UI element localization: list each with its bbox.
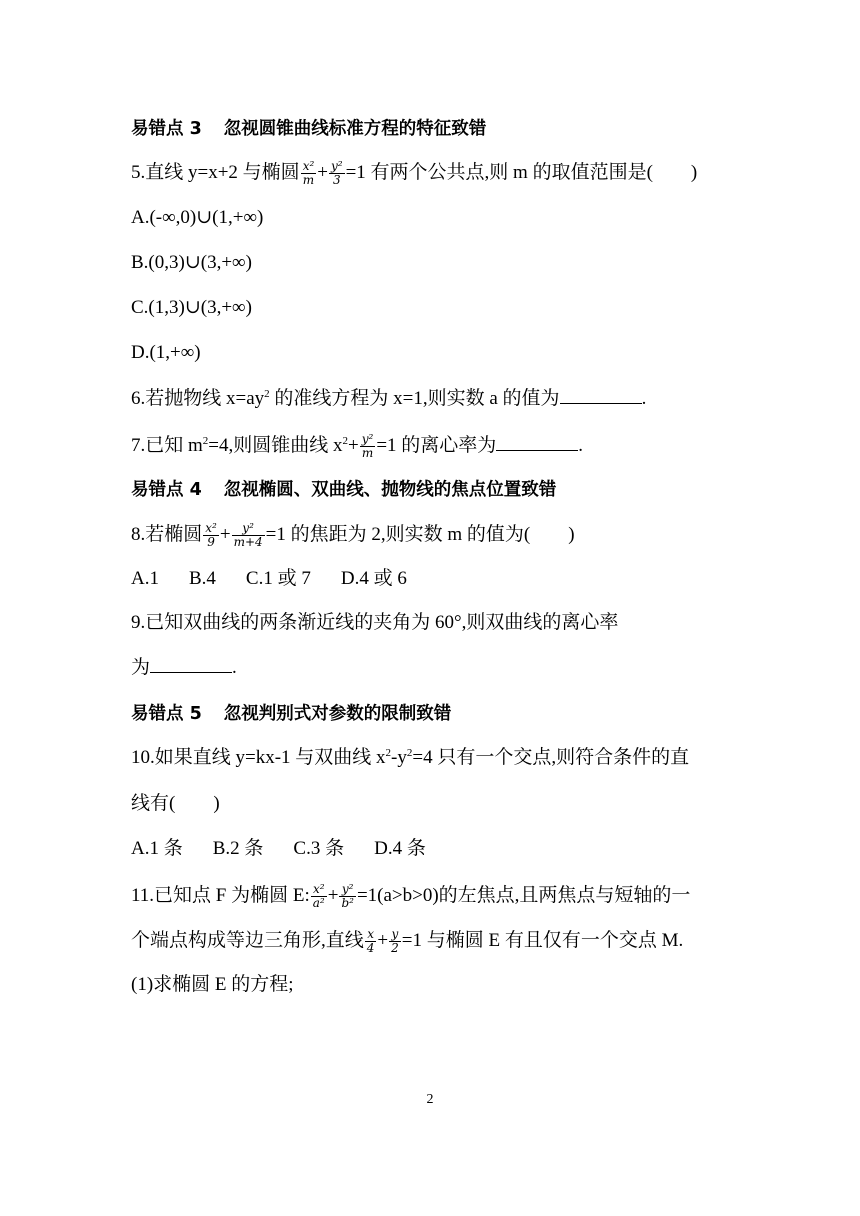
answer-blank: [496, 434, 578, 451]
numerator: x²: [205, 521, 217, 535]
question-10-line-1: [131, 746, 689, 770]
numerator: x²: [302, 159, 315, 173]
q8-option-b: B.4: [188, 568, 216, 589]
numerator: x: [365, 928, 377, 942]
plus-sign: +: [317, 161, 328, 183]
fraction: [203, 522, 219, 549]
heading-text: 忽视判别式对参数的限制致错: [223, 704, 452, 724]
q11-text: =1 与椭圆 E 有且仅有一个交点 M.: [401, 929, 684, 951]
numerator: y²: [232, 522, 265, 536]
plus-sign: +: [348, 434, 359, 456]
answer-blank: [150, 656, 232, 673]
heading-label: 易错点 5: [131, 704, 202, 724]
numerator: y: [389, 928, 401, 942]
question-11-part-1: (1)求椭圆 E 的方程;: [131, 974, 294, 995]
denominator: 3: [332, 173, 341, 187]
question-8: [131, 522, 575, 549]
q8-text: 8.若椭圆: [131, 523, 203, 545]
q9-text: .: [232, 657, 237, 678]
numerator: y²: [330, 159, 343, 173]
superscript: 2: [202, 434, 209, 447]
heading-label: 易错点 4: [131, 480, 202, 500]
q11-text: 11.已知点 F 为椭圆 E:: [131, 884, 310, 906]
q6-text: 的准线方程为 x=1,则实数 a 的值为: [269, 388, 560, 409]
question-6: [131, 387, 646, 411]
q10-text: -y: [391, 747, 407, 768]
numerator: y²: [339, 883, 356, 897]
superscript: 2: [385, 747, 392, 759]
denominator: m+4: [233, 535, 263, 549]
heading-text: 忽视椭圆、双曲线、抛物线的焦点位置致错: [223, 480, 557, 500]
q10-text: 10.如果直线 y=kx-1 与双曲线 x: [131, 747, 386, 768]
q11-text: =1(a>b>0)的左焦点,且两焦点与短轴的一: [356, 884, 691, 906]
q10-option-c: C.3 条: [293, 838, 345, 859]
q6-text: 6.若抛物线 x=ay: [131, 388, 265, 409]
question-5: [131, 160, 697, 187]
numerator: x²: [311, 883, 327, 897]
q10-option-b: B.2 条: [212, 838, 264, 859]
answer-blank: [560, 387, 642, 404]
q7-text: 7.已知 m: [131, 434, 203, 456]
denominator: 4: [366, 941, 375, 955]
numerator: y²: [361, 432, 374, 446]
superscript: 2: [264, 388, 270, 400]
fraction: [301, 160, 317, 187]
fraction: [339, 883, 356, 910]
q6-text: .: [641, 388, 647, 409]
page-number: 2: [426, 1092, 434, 1107]
heading-label: 易错点 3: [131, 119, 202, 139]
section-heading-5: [131, 702, 451, 726]
plus-sign: +: [377, 929, 389, 951]
q7-text: .: [578, 434, 584, 456]
question-10-line-2: 线有( ): [131, 793, 220, 814]
q5-text: 5.直线 y=x+2 与椭圆: [131, 161, 300, 183]
q10-text: =4 只有一个交点,则符合条件的直: [412, 747, 690, 768]
section-heading-3: [131, 117, 486, 141]
q8-option-d: D.4 或 6: [340, 568, 407, 589]
denominator: b²: [341, 896, 354, 910]
q8-text: =1 的焦距为 2,则实数 m 的值为( ): [265, 523, 575, 545]
denominator: m: [302, 173, 315, 187]
q10-options: [131, 837, 426, 861]
q8-option-c: C.1 或 7: [245, 568, 311, 589]
fraction: [311, 883, 327, 910]
q10-option-a: A.1 条: [131, 838, 183, 859]
q8-options: [131, 567, 407, 591]
denominator: m: [361, 446, 374, 460]
denominator: a²: [312, 896, 325, 910]
plus-sign: +: [327, 884, 339, 906]
question-7: [131, 433, 583, 460]
q9-text: 为: [131, 657, 151, 678]
q10-option-d: D.4 条: [374, 838, 426, 859]
q5-option-b: B.(0,3)∪(3,+∞): [131, 252, 252, 273]
denominator: 2: [391, 941, 399, 955]
superscript: 2: [406, 747, 413, 759]
section-heading-4: [131, 478, 556, 502]
question-11-line-2: [131, 928, 683, 955]
q5-option-c: C.(1,3)∪(3,+∞): [131, 297, 252, 318]
question-11-line-1: [131, 883, 690, 910]
plus-sign: +: [219, 523, 231, 545]
q5-option-d: D.(1,+∞): [131, 342, 201, 363]
fraction: [360, 433, 376, 460]
q8-option-a: A.1: [131, 568, 159, 589]
q7-text: =1 的离心率为: [376, 434, 497, 456]
question-9-line-2: [131, 656, 237, 680]
fraction: [329, 160, 345, 187]
fraction: [365, 928, 377, 955]
denominator: 9: [207, 535, 215, 549]
q5-text: =1 有两个公共点,则 m 的取值范围是( ): [345, 161, 698, 183]
heading-text: 忽视圆锥曲线标准方程的特征致错: [223, 119, 487, 139]
fraction: [389, 928, 401, 955]
q7-text: =4,则圆锥曲线 x: [208, 434, 343, 456]
q5-option-a: A.(-∞,0)∪(1,+∞): [131, 207, 264, 228]
fraction: [232, 522, 265, 549]
question-9-line-1: 9.已知双曲线的两条渐近线的夹角为 60°,则双曲线的离心率: [131, 612, 619, 633]
q11-text: 个端点构成等边三角形,直线: [131, 929, 364, 951]
superscript: 2: [342, 434, 348, 447]
